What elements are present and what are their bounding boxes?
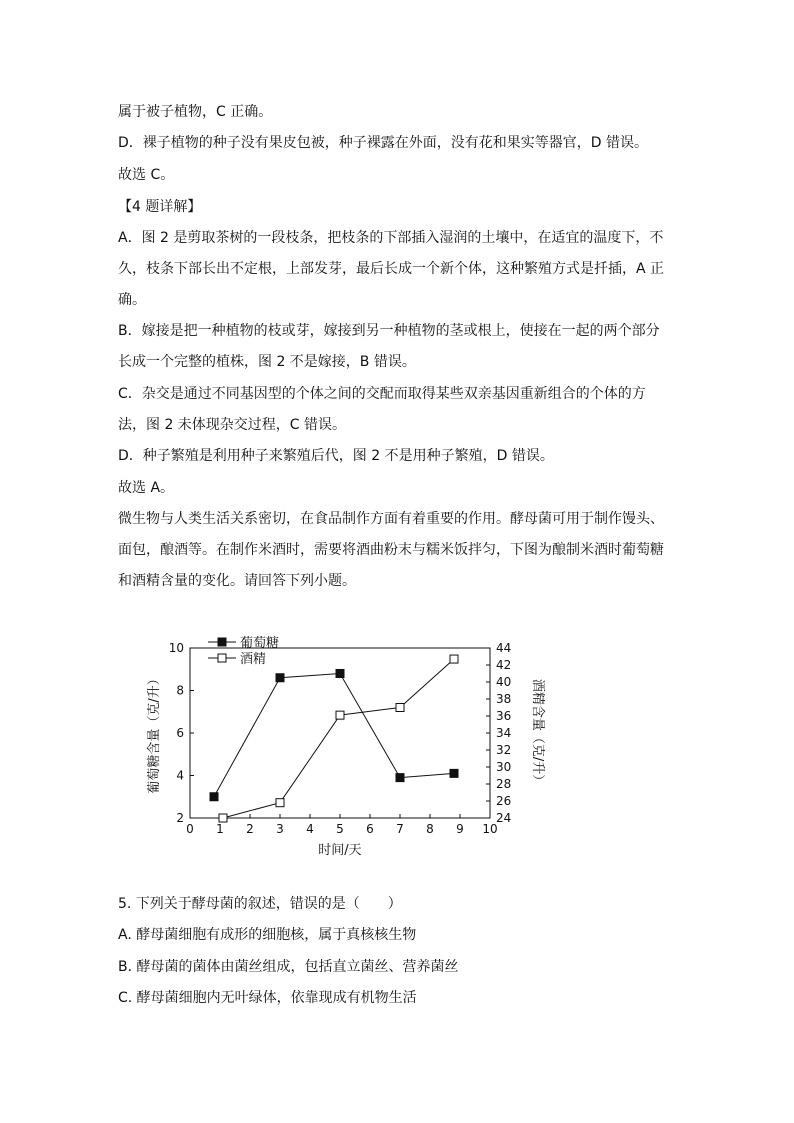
y-right-tick-label: 38	[496, 692, 512, 706]
text-line: B．嫁接是把一种植物的枝或芽，嫁接到另一种植物的茎或根上，使接在一起的两个部分	[118, 323, 660, 339]
section-heading: 【4 题详解】	[118, 199, 202, 215]
y-right-tick-label: 40	[496, 675, 512, 689]
x-tick-label: 4	[306, 822, 314, 836]
series-2-point	[336, 711, 344, 719]
series-2-point	[450, 655, 458, 663]
x-tick-label: 8	[426, 822, 434, 836]
y-left-tick-label: 2	[176, 811, 184, 825]
y-right-tick-label: 26	[496, 794, 512, 808]
answer-option-b: B. 酵母菌的菌体由菌丝组成，包括直立菌丝、营养菌丝	[118, 959, 459, 975]
y-right-tick-label: 42	[496, 658, 512, 672]
text-line: D．裸子植物的种子没有果皮包被，种子裸露在外面，没有花和果实等器官，D 错误。	[118, 135, 649, 151]
y-left-tick-label: 8	[176, 683, 184, 698]
y-right-tick-label: 32	[496, 743, 512, 757]
series-line-2	[223, 659, 454, 818]
y-right-tick-label: 44	[496, 641, 512, 655]
y-right-axis-label: 酒精含量（克/升）	[530, 678, 545, 788]
x-axis-label: 时间/天	[318, 843, 362, 858]
text-line: 长成一个完整的植株，图 2 不是嫁接，B 错误。	[118, 354, 416, 370]
series-1-point	[276, 674, 284, 682]
y-left-tick-label: 4	[176, 768, 184, 783]
x-tick-label: 3	[276, 822, 284, 836]
text-line: 法，图 2 未体现杂交过程，C 错误。	[118, 417, 347, 433]
text-line: 面包，酿酒等。在制作米酒时，需要将酒曲粉末与糯米饭拌匀，下图为酿制米酒时葡萄糖	[118, 542, 664, 558]
x-tick-label: 10	[482, 822, 498, 836]
y-right-tick-label: 28	[496, 777, 512, 791]
text-line: 故选 C。	[118, 167, 175, 183]
y-right-tick-label: 34	[496, 726, 512, 740]
x-tick-label: 9	[456, 822, 464, 836]
y-left-tick-label: 10	[168, 641, 184, 655]
text-line: 故选 A。	[118, 480, 175, 496]
y-right-tick-label: 24	[496, 811, 512, 825]
series-2-point	[276, 799, 284, 807]
text-line: 属于被子植物，C 正确。	[118, 104, 273, 120]
text-line: 久，枝条下部长出不定根，上部发芽，最后长成一个新个体，这种繁殖方式是扦插，A 正	[118, 261, 665, 277]
text-line: 确。	[118, 292, 146, 308]
y-right-tick-label: 30	[496, 760, 512, 774]
series-1-point	[450, 769, 458, 777]
question-stem: 5. 下列关于酵母菌的叙述，错误的是（ ）	[118, 896, 402, 912]
x-tick-label: 7	[396, 822, 404, 836]
legend-label: 葡萄糖	[240, 636, 280, 651]
answer-option-a: A. 酵母菌细胞有成形的细胞核，属于真核核生物	[118, 927, 417, 943]
x-tick-label: 5	[336, 822, 344, 836]
series-2-point	[396, 704, 404, 712]
x-tick-label: 6	[366, 822, 374, 836]
text-line: D．种子繁殖是利用种子来繁殖后代，图 2 不是用种子繁殖，D 错误。	[118, 448, 554, 464]
text-line: 和酒精含量的变化。请回答下列小题。	[118, 573, 356, 589]
y-right-tick-label: 36	[496, 709, 512, 723]
legend-marker	[218, 638, 226, 646]
text-line: C．杂交是通过不同基因型的个体之间的交配而取得某些双亲基因重新组合的个体的方	[118, 386, 646, 402]
x-tick-label: 2	[246, 822, 254, 836]
series-1-point	[210, 793, 218, 801]
x-tick-label: 1	[216, 822, 224, 836]
series-1-point	[396, 774, 404, 782]
series-2-point	[219, 814, 227, 822]
y-left-axis-label: 葡萄糖含量（克/升）	[147, 672, 162, 794]
answer-option-c: C. 酵母菌细胞内无叶绿体，依靠现成有机物生活	[118, 990, 417, 1006]
chart	[130, 628, 550, 868]
legend-marker	[218, 654, 226, 662]
text-line: 微生物与人类生活关系密切，在食品制作方面有着重要的作用。酵母菌可用于制作馒头、	[118, 511, 664, 527]
y-left-tick-label: 6	[176, 726, 184, 740]
x-tick-label: 0	[186, 822, 194, 836]
series-1-point	[336, 670, 344, 678]
text-line: A．图 2 是剪取茶树的一段枝条，把枝条的下部插入湿润的土壤中，在适宜的温度下，不	[118, 230, 664, 246]
legend-label: 酒精	[240, 652, 267, 667]
